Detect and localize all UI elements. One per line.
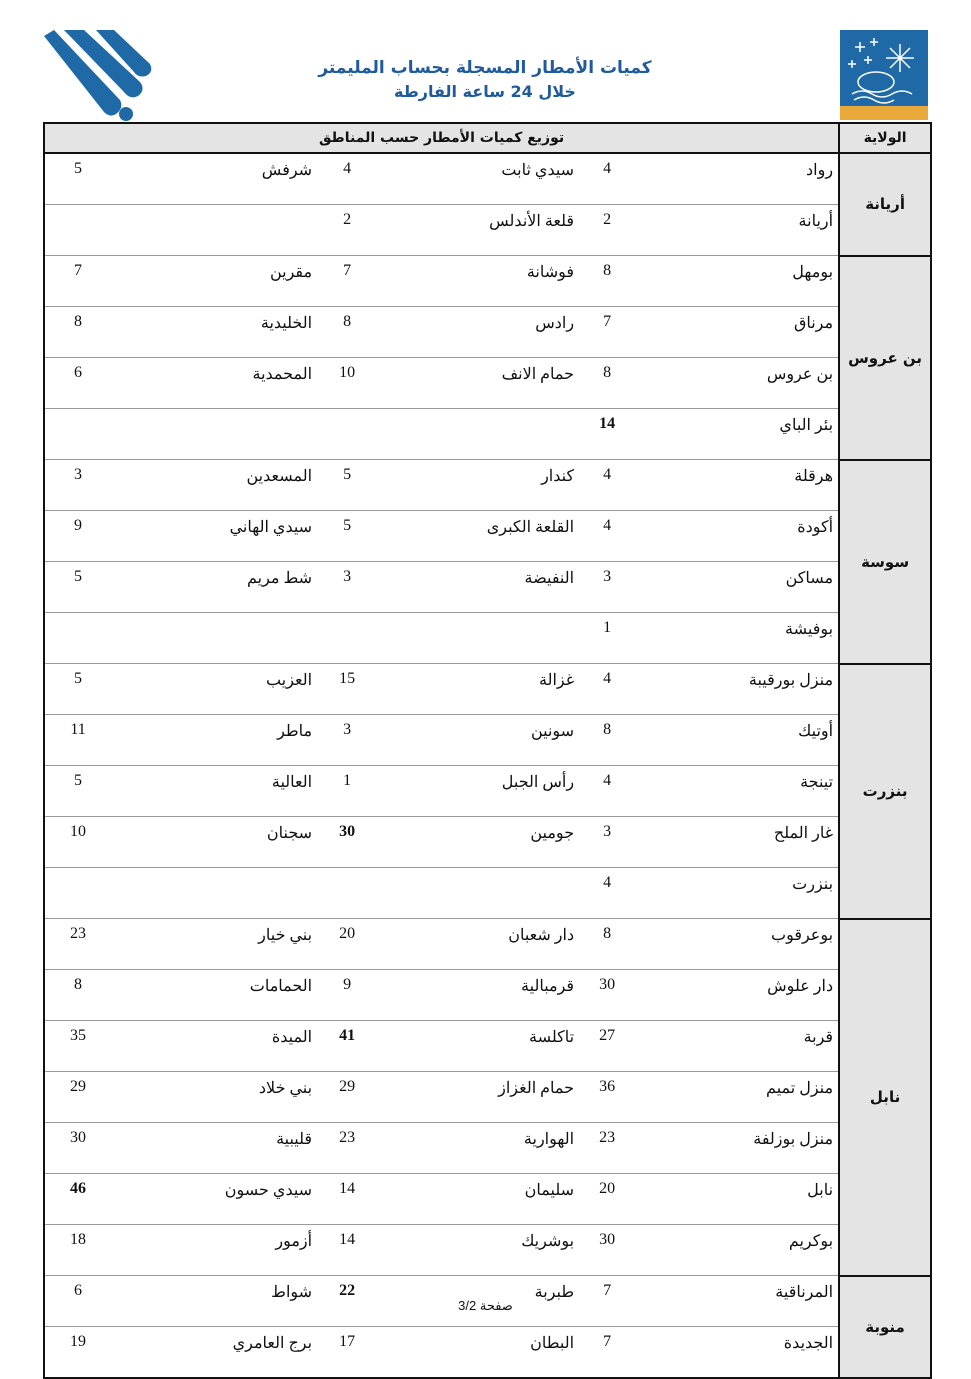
table-row [44,1021,931,1072]
station-name: المحمدية [111,358,317,409]
rainfall-value: 5 [44,664,111,715]
rainfall-value: 4 [579,460,635,511]
station-name: فوشانة [377,256,579,307]
station-name: سجنان [111,817,317,868]
station-name: المرناقية [635,1276,839,1327]
institut-national-meteorologie-logo [840,30,928,120]
rainfall-value: 8 [317,307,377,358]
rainfall-value: 14 [579,409,635,460]
governorate-cell: بنزرت [839,664,931,919]
station-name: بني خيار [111,919,317,970]
rainfall-value: 23 [44,919,111,970]
station-name: بوشريك [377,1225,579,1276]
rainfall-value: 23 [579,1123,635,1174]
station-name: الميدة [111,1021,317,1072]
station-name: جومين [377,817,579,868]
rainfall-value [44,409,111,460]
station-name: كندار [377,460,579,511]
rainfall-value: 1 [579,613,635,664]
station-name: قليبية [111,1123,317,1174]
rainfall-value [317,409,377,460]
station-name [377,409,579,460]
rainfall-value: 30 [579,1225,635,1276]
station-name: حمام الغزاز [377,1072,579,1123]
table-row [44,664,931,715]
table-row [44,1123,931,1174]
table-row [44,1174,931,1225]
governorate-column-header: الولاية [839,123,931,153]
station-name: شرفش [111,153,317,205]
rainfall-value: 9 [317,970,377,1021]
table-row [44,613,931,664]
station-name: بومهل [635,256,839,307]
rainfall-value: 7 [579,307,635,358]
station-name: الخليدية [111,307,317,358]
rainfall-value [44,613,111,664]
station-name: بن عروس [635,358,839,409]
station-name: قلعة الأندلس [377,205,579,256]
station-name [111,205,317,256]
station-name: قربة [635,1021,839,1072]
station-name: شط مريم [111,562,317,613]
table-row [44,919,931,970]
rainfall-table [43,122,932,1379]
station-name: سيدي حسون [111,1174,317,1225]
station-name: بوعرقوب [635,919,839,970]
rainfall-value: 30 [44,1123,111,1174]
rainfall-value: 11 [44,715,111,766]
rainfall-value: 4 [317,153,377,205]
station-name: البطان [377,1327,579,1379]
rainfall-value: 29 [44,1072,111,1123]
station-name: المسعدين [111,460,317,511]
rainfall-value: 4 [579,153,635,205]
rainfall-value: 9 [44,511,111,562]
station-name: أزمور [111,1225,317,1276]
rainfall-value [317,613,377,664]
table-row [44,766,931,817]
station-name: برج العامري [111,1327,317,1379]
rainfall-value: 5 [44,562,111,613]
rainfall-value: 41 [317,1021,377,1072]
station-name: منزل بورقيبة [635,664,839,715]
rainfall-value: 6 [44,358,111,409]
station-name: بني خلاد [111,1072,317,1123]
rainfall-value: 17 [317,1327,377,1379]
page-number: صفحة 3/2 [458,1298,513,1313]
station-name: سليمان [377,1174,579,1225]
table-row [44,715,931,766]
station-name: تينجة [635,766,839,817]
station-name [111,409,317,460]
station-name: رأس الجبل [377,766,579,817]
rainfall-value: 8 [44,307,111,358]
rainfall-value: 10 [44,817,111,868]
station-name: الهوارية [377,1123,579,1174]
station-name: تاكلسة [377,1021,579,1072]
table-row [44,511,931,562]
rainfall-value: 3 [579,562,635,613]
station-name: سونين [377,715,579,766]
rainfall-value: 22 [317,1276,377,1327]
station-name: دار علوش [635,970,839,1021]
table-row [44,1072,931,1123]
table-row [44,358,931,409]
station-name: الجديدة [635,1327,839,1379]
station-name: منزل تميم [635,1072,839,1123]
station-name: مساكن [635,562,839,613]
rainfall-value: 36 [579,1072,635,1123]
rainfall-value: 7 [579,1327,635,1379]
station-name: رادس [377,307,579,358]
rainfall-value: 3 [44,460,111,511]
rainfall-value [317,868,377,919]
rainfall-value: 4 [579,868,635,919]
rainfall-value: 15 [317,664,377,715]
table-row [44,868,931,919]
station-name: أوتيك [635,715,839,766]
rainfall-value: 5 [317,511,377,562]
station-name [111,868,317,919]
rainfall-value: 1 [317,766,377,817]
rainfall-value: 4 [579,664,635,715]
rainfall-value: 20 [579,1174,635,1225]
rainfall-value: 7 [579,1276,635,1327]
rainfall-value: 7 [317,256,377,307]
rainfall-value: 4 [579,511,635,562]
table-row [44,562,931,613]
governorate-cell: بن عروس [839,256,931,460]
table-row [44,409,931,460]
station-name: منزل بوزلفة [635,1123,839,1174]
rainfall-value: 30 [579,970,635,1021]
rainfall-value: 2 [579,205,635,256]
station-name: هرقلة [635,460,839,511]
station-name: بوفيشة [635,613,839,664]
rainfall-value [44,868,111,919]
station-name: سيدي ثابت [377,153,579,205]
page-title: كميات الأمطار المسجلة بحساب المليمتر [318,58,652,78]
station-name: أريانة [635,205,839,256]
table-row [44,817,931,868]
station-name: العالية [111,766,317,817]
station-name [377,868,579,919]
station-name: قرمبالية [377,970,579,1021]
governorate-cell: نابل [839,919,931,1276]
table-row [44,970,931,1021]
station-name: غزالة [377,664,579,715]
rainfall-value: 6 [44,1276,111,1327]
distribution-column-header: توزيع كميات الأمطار حسب المناطق [44,123,839,153]
table-row [44,256,931,307]
station-name: شواط [111,1276,317,1327]
rainfall-value: 14 [317,1225,377,1276]
governorate-cell: منوبة [839,1276,931,1379]
rainfall-value: 5 [44,766,111,817]
station-name: العزيب [111,664,317,715]
rainfall-value: 3 [579,817,635,868]
table-row [44,460,931,511]
logo-band [840,106,928,120]
station-name [377,613,579,664]
rainfall-value [44,205,111,256]
table-row [44,153,931,205]
rainfall-value: 19 [44,1327,111,1379]
rainfall-value: 3 [317,562,377,613]
wave-stripes-logo [44,30,152,122]
rainfall-value: 35 [44,1021,111,1072]
rainfall-value: 14 [317,1174,377,1225]
governorate-cell: سوسة [839,460,931,664]
rainfall-value: 8 [579,715,635,766]
station-name: الحمامات [111,970,317,1021]
rainfall-value: 18 [44,1225,111,1276]
rainfall-value: 5 [317,460,377,511]
table-row [44,1327,931,1379]
rainfall-value: 8 [579,919,635,970]
station-name: دار شعبان [377,919,579,970]
snowflake-stars-emblem-icon [840,30,928,106]
page-subtitle: خلال 24 ساعة الفارطة [394,82,576,101]
station-name: حمام الانف [377,358,579,409]
station-name: غار الملح [635,817,839,868]
station-name: بئر الباي [635,409,839,460]
rainfall-value: 3 [317,715,377,766]
rainfall-value: 7 [44,256,111,307]
table-row [44,205,931,256]
station-name: مرناق [635,307,839,358]
rainfall-value: 27 [579,1021,635,1072]
governorate-cell: أريانة [839,153,931,256]
rainfall-value: 5 [44,153,111,205]
station-name: نابل [635,1174,839,1225]
station-name: ماطر [111,715,317,766]
station-name: النفيضة [377,562,579,613]
rainfall-value: 46 [44,1174,111,1225]
rainfall-value: 8 [579,256,635,307]
rainfall-value: 8 [44,970,111,1021]
rainfall-value: 29 [317,1072,377,1123]
station-name: مقرين [111,256,317,307]
station-name: القلعة الكبرى [377,511,579,562]
rainfall-value: 8 [579,358,635,409]
rainfall-value: 30 [317,817,377,868]
rainfall-value: 2 [317,205,377,256]
rainfall-value: 20 [317,919,377,970]
station-name: بنزرت [635,868,839,919]
rainfall-value: 10 [317,358,377,409]
station-name: رواد [635,153,839,205]
rainfall-value: 23 [317,1123,377,1174]
rainfall-value: 4 [579,766,635,817]
table-row [44,307,931,358]
station-name [111,613,317,664]
station-name: أكودة [635,511,839,562]
station-name: سيدي الهاني [111,511,317,562]
station-name: بوكريم [635,1225,839,1276]
table-row [44,1225,931,1276]
station-name: طبربة [377,1276,579,1327]
